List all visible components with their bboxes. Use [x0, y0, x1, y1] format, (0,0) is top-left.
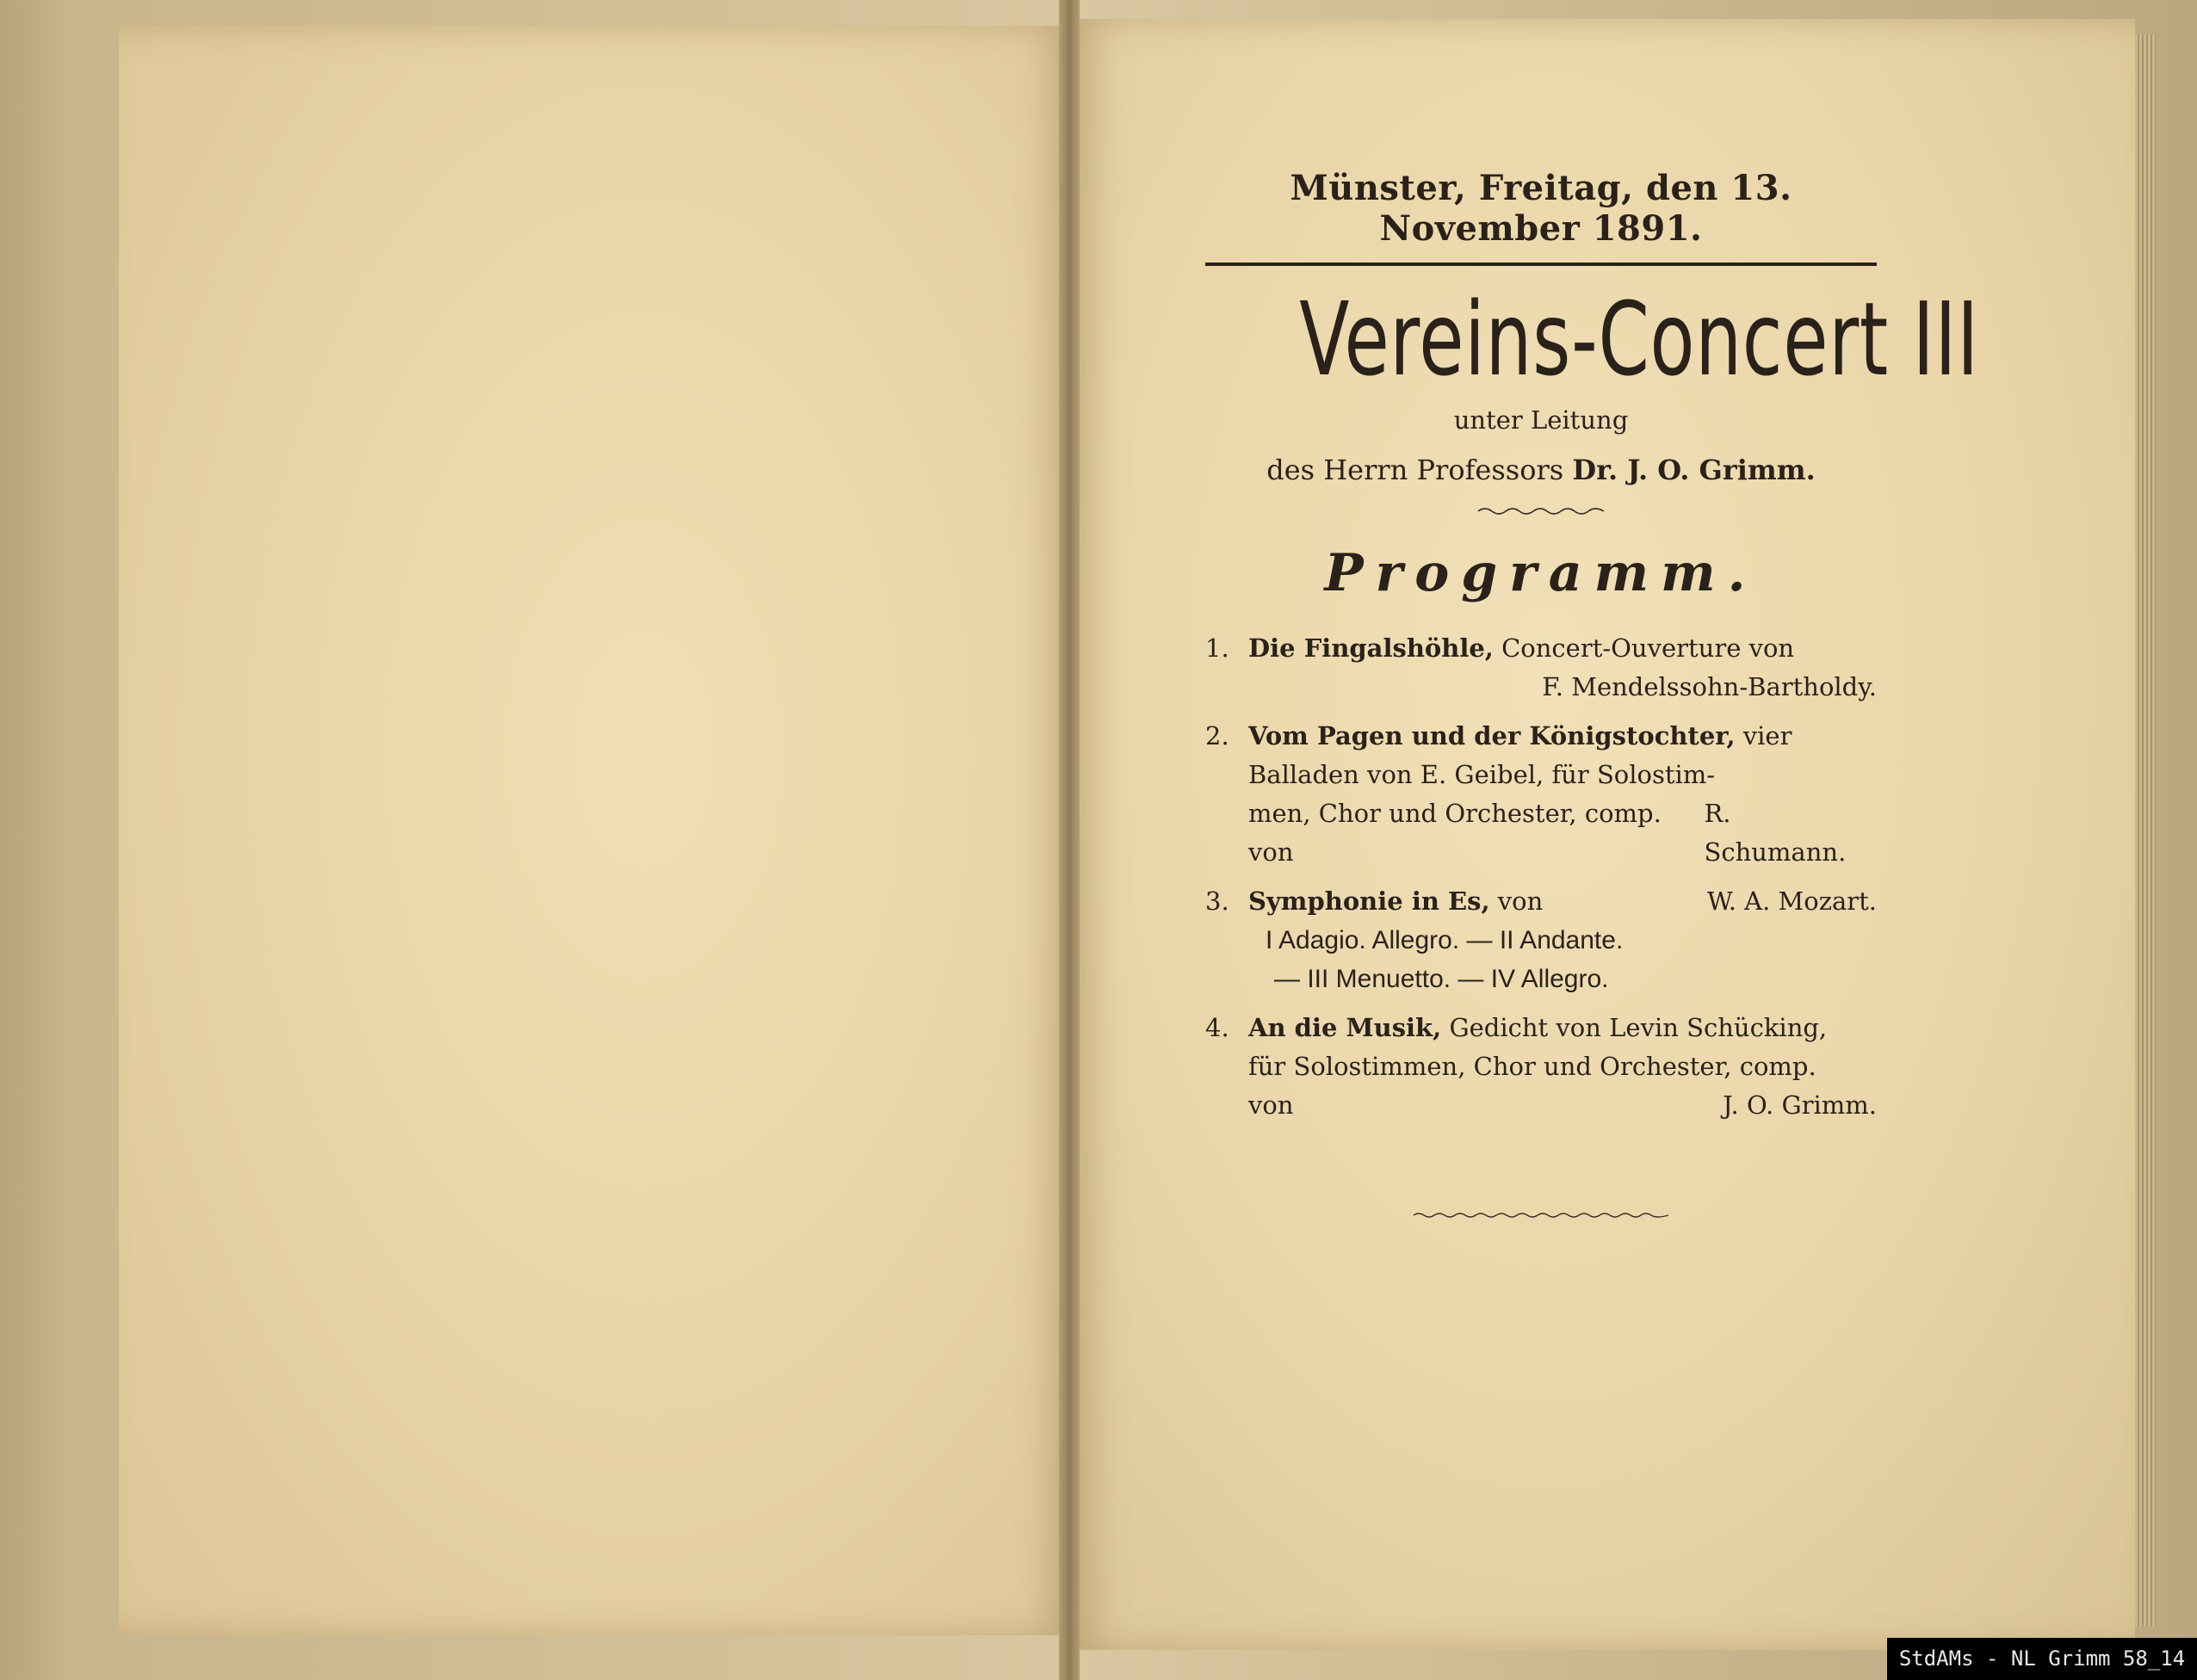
ornament-divider-bottom	[1412, 1211, 1670, 1220]
subtitle-conductor	[1205, 454, 1877, 486]
movement-list: I Adagio. Allegro. — II Andante.	[1266, 926, 1624, 954]
program-item	[1205, 1009, 1877, 1125]
concert-program	[1205, 168, 1979, 1220]
program-heading: Programm.	[1324, 543, 1758, 603]
archive-label: StdAMs - NL Grimm 58_14	[1887, 1638, 2197, 1680]
work-title: An die Musik,	[1248, 1013, 1442, 1042]
work-description: von	[1248, 1090, 1294, 1120]
concert-title: Vereins-Concert III	[1299, 280, 1979, 398]
work-title: Symphonie in Es,	[1248, 886, 1490, 916]
conductor-name: Dr. J. O. Grimm.	[1572, 454, 1816, 486]
composer: F. Mendelssohn-Bartholdy.	[1542, 672, 1877, 701]
item-number: 4.	[1205, 1013, 1229, 1042]
work-description: Concert-Ouverture von	[1501, 633, 1795, 663]
subtitle-direction: unter Leitung	[1453, 405, 1629, 435]
program-item	[1205, 717, 1877, 872]
item-number: 2.	[1205, 721, 1229, 750]
item-number: 1.	[1205, 633, 1229, 663]
page-stack-edge	[2135, 34, 2156, 1627]
conductor-prefix: des Herrn Professors	[1266, 454, 1564, 486]
movement-list: — III Menuetto. — IV Allegro.	[1274, 965, 1609, 993]
work-description: für Solostimmen, Chor und Orchester, comp.	[1248, 1052, 1816, 1081]
program-item	[1205, 629, 1877, 707]
work-description: Gedicht von Levin Schücking,	[1449, 1013, 1828, 1042]
composer: J. O. Grimm.	[1723, 1090, 1877, 1120]
ornament-divider	[1476, 505, 1606, 517]
left-page	[119, 26, 1074, 1635]
dateline: Münster, Freitag, den 13. November 1891.	[1205, 168, 1877, 266]
composer: R. Schumann.	[1704, 799, 1847, 867]
composer: W. A. Mozart.	[1706, 886, 1877, 916]
work-description: Balladen von E. Geibel, für Solostim-	[1248, 760, 1716, 789]
program-item	[1205, 882, 1877, 998]
work-description: men, Chor und Orchester, comp. von	[1248, 799, 1662, 867]
work-description: vier	[1742, 721, 1792, 750]
item-number: 3.	[1205, 886, 1229, 916]
work-description: von	[1497, 886, 1544, 916]
program-list	[1205, 629, 1877, 1125]
work-title: Vom Pagen und der Königstochter,	[1248, 721, 1736, 750]
book-gutter	[1059, 0, 1080, 1680]
work-title: Die Fingalshöhle,	[1248, 633, 1494, 663]
